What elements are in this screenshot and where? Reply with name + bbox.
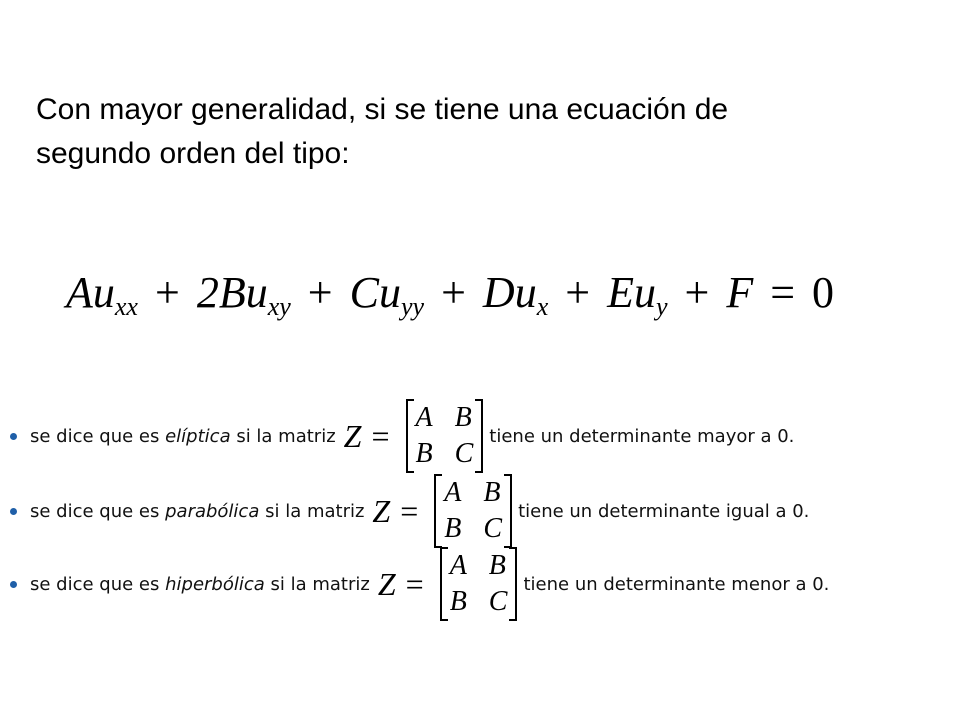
equals-sign: = [405,565,424,602]
coef-e: E [607,268,634,317]
bullet-tail: tiene un determinante igual a 0. [518,500,810,522]
equals-sign: = [400,492,419,529]
bullet-icon [10,433,17,440]
matrix-equation [372,493,428,530]
matrix-equation [378,566,434,603]
u-term: u [514,268,537,317]
matrix-c: C [454,438,474,469]
subscript-xx: xx [114,292,138,321]
intro-line-2: segundo orden del tipo: [36,137,350,170]
z-symbol: Z [372,492,391,529]
u-term: u [633,268,656,317]
matrix-b: B [415,438,433,469]
bullet-pre: se dice que es [30,573,166,595]
plus-sign: + [307,268,333,317]
matrix-z [440,547,518,621]
bullet-kind: elíptica [165,425,231,447]
coef-d: D [482,268,515,317]
bullet-post: si la matriz [230,425,336,447]
matrix-a: A [415,402,433,433]
u-term: u [378,268,401,317]
plus-sign: + [154,268,180,317]
list-item-parabolica [10,472,809,550]
u-term: u [92,268,115,317]
bullet-icon [10,581,17,588]
matrix-c: C [483,513,503,544]
matrix-a: A [449,550,467,581]
equals-sign: = [770,268,796,317]
bullet-text [30,501,364,522]
bullet-kind: parabólica [165,500,260,522]
plus-sign: + [684,268,710,317]
matrix-b: B [483,477,501,508]
subscript-x: x [536,292,549,321]
coef-a: A [66,268,93,317]
zero: 0 [812,268,835,317]
bullet-tail: tiene un determinante mayor a 0. [489,425,795,447]
subscript-xy: xy [267,292,291,321]
z-symbol: Z [377,565,396,602]
z-symbol: Z [343,417,362,454]
bullet-icon [10,508,17,515]
bullet-text [30,574,370,595]
equals-sign: = [371,417,390,454]
u-term: u [245,268,268,317]
matrix-b: B [454,402,472,433]
bullet-kind: hiperbólica [165,573,265,595]
matrix-b: B [488,550,506,581]
coef-b: 2B [196,268,246,317]
subscript-y: y [655,292,668,321]
bullet-post: si la matriz [264,573,370,595]
matrix-c: C [488,586,508,617]
matrix-a: A [444,477,462,508]
matrix-z [434,474,512,548]
plus-sign: + [441,268,466,317]
bullet-text [30,426,336,447]
plus-sign: + [565,268,591,317]
coef-f: F [726,268,754,317]
matrix-b: B [444,513,462,544]
coef-c: C [349,268,379,317]
matrix-z [406,399,484,473]
bullet-pre: se dice que es [30,500,166,522]
matrix-equation [344,418,400,455]
subscript-yy: yy [400,292,425,321]
bullet-post: si la matriz [259,500,365,522]
bullet-tail: tiene un determinante menor a 0. [523,573,830,595]
list-item-hiperbolica [10,545,829,623]
bullet-pre: se dice que es [30,425,166,447]
matrix-b: B [449,586,467,617]
list-item-eliptica [10,397,794,475]
intro-line-1: Con mayor generalidad, si se tiene una ecuación de [36,93,729,126]
